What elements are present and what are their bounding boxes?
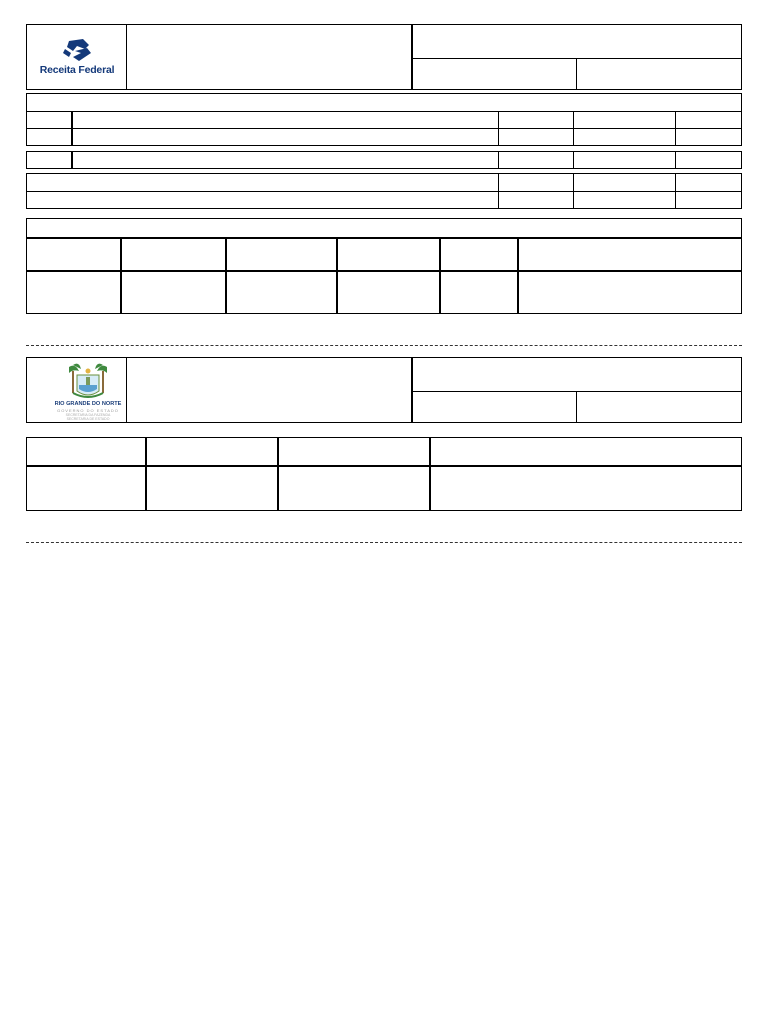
totals-table — [26, 173, 742, 209]
state-coat-of-arms-icon — [49, 361, 127, 401]
state-logo-subtitle-3: SECRETARIA DE ESTADO — [66, 417, 110, 421]
federal-header — [26, 24, 742, 90]
receita-federal-emblem-icon — [39, 37, 115, 65]
state-logo-text: RIO GRANDE DO NORTE — [54, 401, 122, 407]
cut-line-top — [26, 345, 742, 346]
identification-table — [26, 93, 742, 146]
payment-table — [26, 218, 742, 314]
state-logo-subtitle-2: SECRETARIA DA FAZENDA — [65, 413, 111, 417]
state-header — [26, 357, 742, 423]
detail-row — [26, 151, 742, 169]
state-payment-table — [26, 437, 742, 511]
rio-grande-do-norte-logo — [49, 361, 127, 423]
receita-federal-logo — [39, 37, 115, 81]
receita-federal-logo-text: Receita Federal — [39, 64, 115, 76]
cut-line-bottom — [26, 542, 742, 543]
state-logo-subtitle: GOVERNO DO ESTADO — [57, 408, 119, 413]
